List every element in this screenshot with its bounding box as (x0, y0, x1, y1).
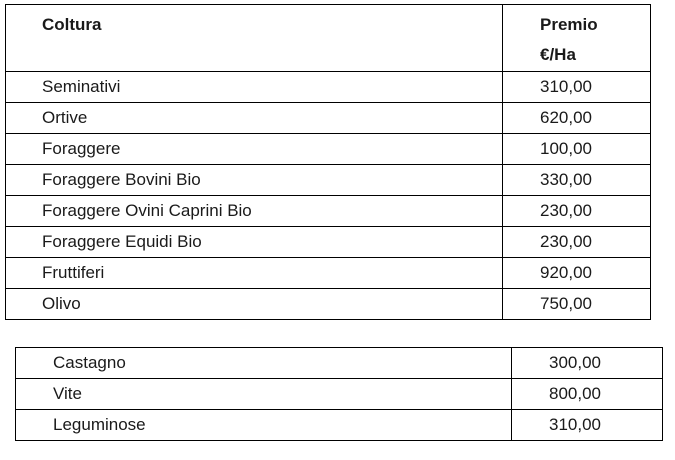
premium-cell: 330,00 (503, 165, 651, 196)
crop-cell: Olivo (6, 289, 503, 320)
crop-column-header (6, 5, 503, 72)
table-row (6, 72, 651, 103)
premium-header-unit: €/Ha (540, 45, 576, 64)
premium-cell: 100,00 (503, 134, 651, 165)
premium-cell: 620,00 (503, 103, 651, 134)
crop-cell: Foraggere Equidi Bio (6, 227, 503, 258)
crop-cell: Castagno (16, 348, 512, 379)
premium-cell: 230,00 (503, 227, 651, 258)
premium-cell: 800,00 (512, 379, 663, 410)
crop-cell: Vite (16, 379, 512, 410)
table-row (6, 134, 651, 165)
crop-cell: Seminativi (6, 72, 503, 103)
table-row (16, 379, 663, 410)
premium-cell: 230,00 (503, 196, 651, 227)
table-row (6, 258, 651, 289)
table-row (16, 410, 663, 441)
crop-cell: Fruttiferi (6, 258, 503, 289)
table-header-row (6, 5, 651, 72)
crop-cell: Ortive (6, 103, 503, 134)
table-row (6, 289, 651, 320)
table-row (6, 227, 651, 258)
crop-header-label: Coltura (42, 15, 102, 34)
premium-cell: 750,00 (503, 289, 651, 320)
table-row (6, 103, 651, 134)
table-row (6, 165, 651, 196)
premium-cell: 300,00 (512, 348, 663, 379)
crop-cell: Foraggere Bovini Bio (6, 165, 503, 196)
crop-cell: Foraggere (6, 134, 503, 165)
premium-table (5, 4, 651, 320)
table-row (16, 348, 663, 379)
premium-column-header (503, 5, 651, 72)
premium-cell: 920,00 (503, 258, 651, 289)
premium-cell: 310,00 (512, 410, 663, 441)
table-row (6, 196, 651, 227)
premium-cell: 310,00 (503, 72, 651, 103)
crop-cell: Leguminose (16, 410, 512, 441)
crop-cell: Foraggere Ovini Caprini Bio (6, 196, 503, 227)
additional-premium-table (15, 347, 663, 441)
premium-header-label: Premio (540, 15, 598, 34)
